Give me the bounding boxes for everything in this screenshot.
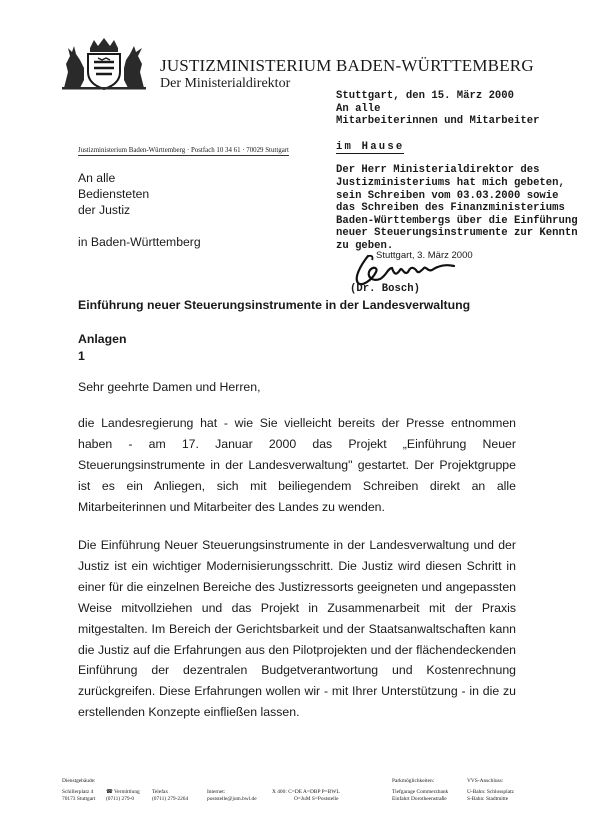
footer-parking (392, 778, 448, 804)
footer-vvs (467, 778, 514, 804)
footer-parking-line: Einfahrt Dorotheenstraße (392, 796, 447, 803)
footer-fax-number: (0711) 279-2264 (152, 796, 189, 803)
signer-name: (Dr. Bosch) (350, 283, 420, 295)
stamp-recipient-line-2: Mitarbeiterinnen und Mitarbeiter (336, 115, 540, 128)
footer-building-line: 70173 Stuttgart (62, 796, 96, 803)
stamp-note-line: neuer Steuerungsinstrumente zur Kenntn (336, 227, 578, 240)
footer-vvs-line: S-Bahn: Stadtmitte (467, 796, 509, 803)
footer-building-line: Schillerplatz 4 (62, 789, 94, 796)
stamp-note-line: sein Schreiben vom 03.03.2000 sowie (336, 189, 559, 202)
place-date: Stuttgart, 3. März 2000 (376, 250, 473, 261)
footer-x400-label: X 400: (272, 789, 287, 795)
stamp-date: Stuttgart, den 15. März 2000 (336, 90, 515, 102)
recipient-region: in Baden-Württemberg (78, 235, 201, 249)
footer-parking-line: Tiefgarage Commerzbank (392, 789, 449, 796)
footer-x400-b: O=JuM S=Poststelle (294, 796, 339, 803)
recipient-block (78, 170, 201, 250)
body-paragraph-2: Die Einführung Neuer Steuerungsinstrumente in der Landesverwaltung und der Justiz ist ein wichtiger Modernisierungsschritt. Die Justiz wird diesen Schritt in einer für die einzelnen Bereiche des Justizressorts geeigneten und angepassten Weise mitvollziehen und das Projekt in Zusammenarbeit mit der Praxis mitgestalten. Im Bereich der Gerichtsbarkeit und der Staatsanwaltschaften kann die Justiz auf die Erfahrungen aus den Pilotprojekten und der flächendeckenden Einführung der dezentralen Budgetverantwortung und Kostenrechnung zurückgreifen. Diese Erfahrungen wollen wir - mit Ihrer Unterstützung - in die zu erstellenden Konzepte einfließen lassen. (78, 538, 516, 720)
footer-building (62, 778, 96, 804)
footer-x400 (272, 789, 340, 803)
return-address: Justizministerium Baden-Württemberg · Postfach 10 34 61 · 70029 Stuttgart (78, 147, 289, 154)
letter-footer (62, 778, 542, 814)
footer-phone (106, 789, 140, 803)
footer-phone-label: ☎ Vermittlung (106, 789, 140, 795)
stamp-note-line: Der Herr Ministerialdirektor des (336, 164, 540, 177)
footer-phone-number: (0711) 279-0 (106, 796, 135, 803)
ministry-name: JUSTIZMINISTERIUM BADEN-WÜRTTEMBERG (160, 56, 534, 75)
footer-internet (207, 789, 257, 803)
footer-x400-a: C=DE A=DBP P=BWL (288, 789, 340, 795)
recipient-line: An alle (78, 171, 116, 185)
stamp-recipient-line-1: An alle (336, 102, 381, 115)
body-paragraph-1: die Landesregierung hat - wie Sie vielleicht bereits der Presse entnommen haben - am 17. Januar 2000 das Projekt „Einführung Neuer Steuerungsinstrumente in der Landesverwaltung" gestartet. Der Projektgruppe ist es ein Anliegen, sich mit beiliegendem Schreiben direkt an alle Mitarbeiterinnen und Mitarbeiter des Landes zu wenden. (78, 416, 516, 514)
stamp-note-line: Baden-Württembergs über die Einführung (336, 214, 578, 227)
enclosures-count: 1 (78, 349, 85, 363)
footer-internet-label: Internet: (207, 789, 226, 795)
footer-fax (152, 789, 188, 803)
footer-email: poststelle@jum.bwl.de (207, 796, 257, 803)
coat-of-arms-icon (58, 38, 150, 90)
stamp-note-line: das Schreiben des Finanzministeriums (336, 202, 565, 215)
stamp-note-line: zu geben. (336, 239, 394, 252)
letter-subject: Einführung neuer Steuerungsinstrumente in der Landesverwaltung (78, 298, 471, 312)
department-title: Der Ministerialdirektor (160, 76, 291, 91)
footer-vvs-label: VVS-Anschluss: (467, 778, 504, 784)
recipient-line: Bediensteten (78, 187, 150, 201)
footer-fax-label: Telefax (152, 789, 169, 795)
salutation: Sehr geehrte Damen und Herren, (78, 380, 261, 394)
recipient-line: der Justiz (78, 203, 131, 217)
stamp-internal: im Hause (336, 140, 405, 153)
enclosures (78, 331, 127, 365)
forwarding-stamp (336, 90, 578, 253)
enclosures-label: Anlagen (78, 332, 127, 346)
footer-building-label: Dienstgebäude: (62, 778, 96, 784)
footer-parking-label: Parkmöglichkeiten: (392, 778, 435, 784)
stamp-note-line: Justizministeriums hat mich gebeten, (336, 176, 565, 189)
footer-vvs-line: U-Bahn: Schlossplatz (467, 789, 514, 796)
